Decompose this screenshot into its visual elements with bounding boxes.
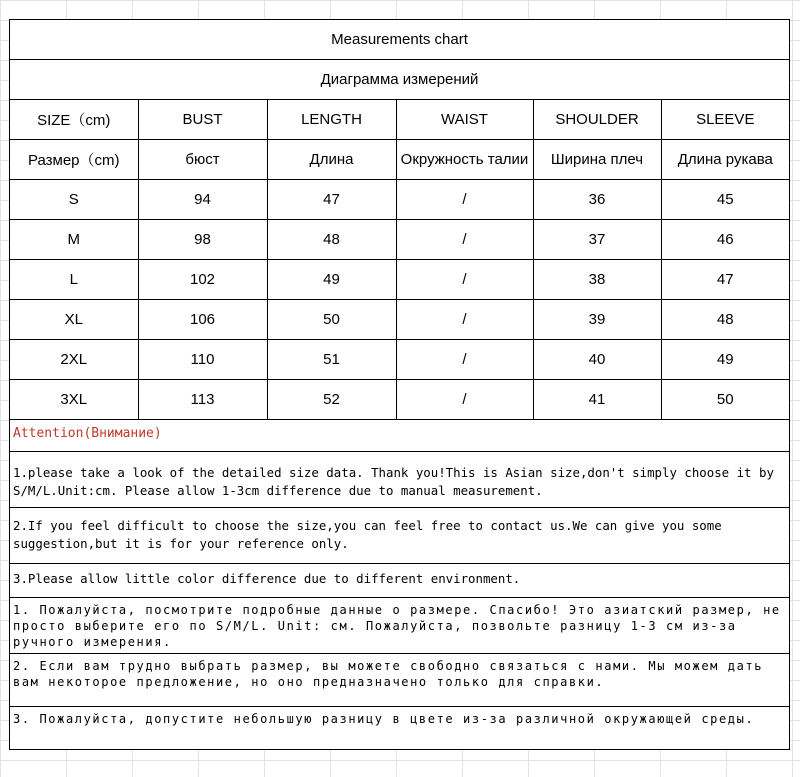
header-length-ru: Длина (267, 140, 396, 180)
header-bust-ru: бюст (138, 140, 267, 180)
size-row (10, 220, 789, 260)
cell-length: 50 (267, 300, 396, 340)
cell-length: 51 (267, 340, 396, 380)
cell-shoulder: 37 (533, 220, 661, 260)
header-waist: WAIST (396, 100, 533, 140)
size-row (10, 180, 789, 220)
cell-shoulder: 38 (533, 260, 661, 300)
cell-sleeve: 45 (661, 180, 789, 220)
notes-section (10, 418, 789, 749)
cell-length: 48 (267, 220, 396, 260)
cell-length: 47 (267, 180, 396, 220)
cell-bust: 110 (138, 340, 267, 380)
cell-length: 49 (267, 260, 396, 300)
cell-sleeve: 50 (661, 380, 789, 420)
header-waist-ru: Окружность талии (396, 140, 533, 180)
header-size-ru: Размер（cm) (10, 140, 138, 180)
cell-size: 3XL (10, 380, 138, 420)
cell-sleeve: 48 (661, 300, 789, 340)
cell-shoulder: 40 (533, 340, 661, 380)
cell-waist: / (396, 260, 533, 300)
size-row (10, 300, 789, 340)
chart-title: Measurements chart (10, 20, 789, 60)
header-sleeve-ru: Длина рукава (661, 140, 789, 180)
cell-size: L (10, 260, 138, 300)
cell-sleeve: 47 (661, 260, 789, 300)
header-shoulder: SHOULDER (533, 100, 661, 140)
header-sleeve: SLEEVE (661, 100, 789, 140)
cell-bust: 102 (138, 260, 267, 300)
cell-bust: 113 (138, 380, 267, 420)
cell-bust: 98 (138, 220, 267, 260)
cell-waist: / (396, 300, 533, 340)
cell-shoulder: 41 (533, 380, 661, 420)
cell-waist: / (396, 340, 533, 380)
cell-size: XL (10, 300, 138, 340)
cell-bust: 94 (138, 180, 267, 220)
note-en-2: 2.If you feel difficult to choose the size,you can feel free to contact us.We can give you some suggestion,but it is for your reference only. (10, 508, 789, 564)
cell-size: 2XL (10, 340, 138, 380)
measurements-table (10, 20, 789, 420)
cell-size: S (10, 180, 138, 220)
header-shoulder-ru: Ширина плеч (533, 140, 661, 180)
size-row (10, 380, 789, 420)
size-chart-sheet (9, 19, 790, 750)
header-row-ru (10, 140, 789, 180)
cell-waist: / (396, 380, 533, 420)
header-size: SIZE（cm) (10, 100, 138, 140)
cell-shoulder: 36 (533, 180, 661, 220)
note-ru-2: 2. Если вам трудно выбрать размер, вы можете свободно связаться с нами. Мы можем дать вам некоторое предложение, но оно предназначено только для справки. (10, 654, 789, 707)
header-row-en (10, 100, 789, 140)
cell-waist: / (396, 180, 533, 220)
note-ru-1: 1. Пожалуйста, посмотрите подробные данные о размере. Спасибо! Это азиатский размер, не просто выберите его по S/M/L. Unit: см. Пожалуйста, позвольте разницу 1-3 см из-за ручного измерения. (10, 598, 789, 654)
cell-length: 52 (267, 380, 396, 420)
header-bust: BUST (138, 100, 267, 140)
chart-title-ru: Диаграмма измерений (10, 60, 789, 100)
size-row (10, 260, 789, 300)
note-en-1: 1.please take a look of the detailed size data. Thank you!This is Asian size,don't simply choose it by S/M/L.Unit:cm. Please allow 1-3cm difference due to manual measurement. (10, 452, 789, 508)
cell-sleeve: 49 (661, 340, 789, 380)
header-length: LENGTH (267, 100, 396, 140)
cell-shoulder: 39 (533, 300, 661, 340)
cell-size: M (10, 220, 138, 260)
cell-bust: 106 (138, 300, 267, 340)
cell-waist: / (396, 220, 533, 260)
attention-heading: Attention(Внимание) (10, 418, 789, 452)
note-en-3: 3.Please allow little color difference due to different environment. (10, 564, 789, 598)
note-ru-3: 3. Пожалуйста, допустите небольшую разницу в цвете из-за различной окружающей среды. (13, 712, 755, 726)
cell-sleeve: 46 (661, 220, 789, 260)
size-row (10, 340, 789, 380)
